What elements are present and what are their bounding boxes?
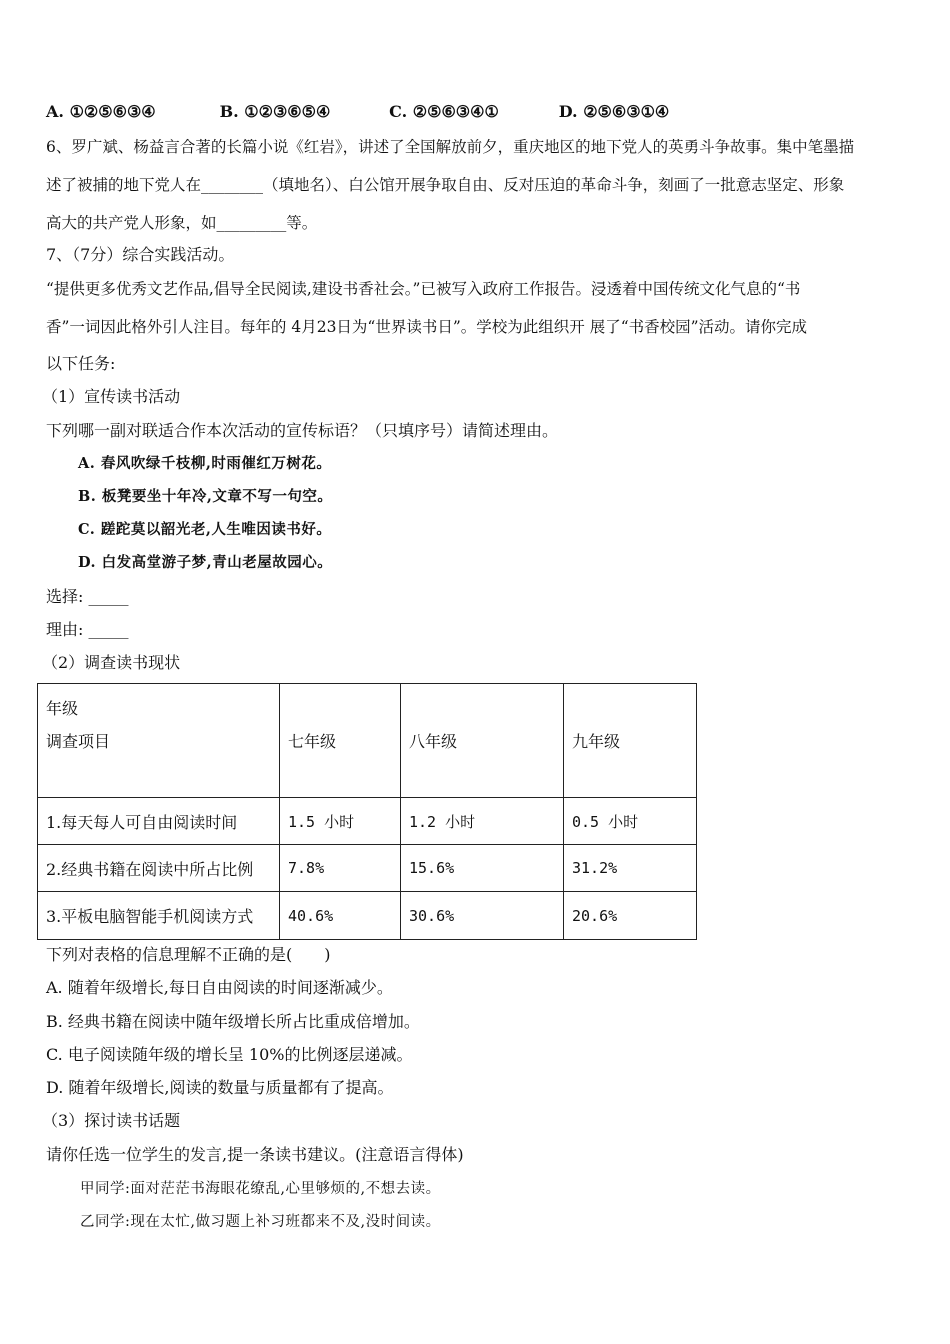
q7-intro-2: 香”一词因此格外引人注目。每年的 4月23日为“世界读书日”。学校为此组织开 展了“书香校园”活动。请你完成: [46, 318, 808, 336]
row-item: 3.平板电脑智能手机阅读方式: [38, 892, 280, 940]
part2-heading: （2）调查读书现状: [42, 653, 181, 672]
table-row: [38, 845, 697, 892]
part2-option-a: A. 随着年级增长,每日自由阅读的时间逐渐减少。: [46, 978, 393, 997]
table-cell: 40.6%: [280, 892, 401, 940]
table-row: [38, 892, 697, 940]
row-item: 2.经典书籍在阅读中所占比例: [38, 845, 280, 892]
part2-question: 下列对表格的信息理解不正确的是( ): [46, 945, 331, 964]
q5-option-b: B. ①②③⑥⑤④: [219, 102, 331, 121]
part1-question: 下列哪一副对联适合作本次活动的宣传标语？（只填序号）请简述理由。: [46, 421, 559, 440]
row-item: 1.每天每人可自由阅读时间: [38, 798, 280, 845]
part2-option-d: D. 随着年级增长,阅读的数量与质量都有了提高。: [46, 1078, 394, 1097]
q5-option-a: A. ①②⑤⑥③④: [46, 102, 156, 121]
table-cell: 15.6%: [401, 845, 564, 892]
column-header: 九年级: [564, 684, 697, 798]
column-header: 七年级: [280, 684, 401, 798]
part3-heading: （3）探讨读书话题: [42, 1111, 181, 1130]
q6-line-1: 6、罗广斌、杨益言合著的长篇小说《红岩》，讲述了全国解放前夕，重庆地区的地下党人的英勇斗争故事。集中笔墨描: [46, 138, 855, 156]
q5-option-c: C. ②⑤⑥③④①: [389, 102, 499, 121]
couplet-option-b: B. 板凳要坐十年冷,文章不写一句空。: [78, 488, 333, 505]
q5-options: [46, 101, 669, 123]
table-cell: 1.2 小时: [401, 798, 564, 845]
table-row: [38, 798, 697, 845]
table-cell: 0.5 小时: [564, 798, 697, 845]
reason-line: 理由: _____: [46, 620, 129, 639]
q7-title: 7、（7分）综合实践活动。: [46, 245, 235, 264]
table-header-row: [38, 684, 697, 798]
couplet-option-c: C. 蹉跎莫以韶光老,人生唯因读书好。: [78, 521, 332, 538]
survey-table: [37, 683, 697, 940]
couplet-option-d: D. 白发高堂游子梦,青山老屋故园心。: [78, 554, 333, 571]
table-cell: 1.5 小时: [280, 798, 401, 845]
corner-item-label: 调查项目: [46, 732, 111, 751]
table-cell: 31.2%: [564, 845, 697, 892]
student-statement: 甲同学:面对茫茫书海眼花缭乱,心里够烦的,不想去读。: [80, 1181, 441, 1197]
student-statement: 乙同学:现在太忙,做习题上补习班都来不及,没时间读。: [80, 1214, 441, 1230]
q7-intro-3: 以下任务:: [46, 354, 116, 373]
column-header: 八年级: [401, 684, 564, 798]
q6-line-2: 述了被捕的地下党人在________（填地名）、白公馆开展争取自由、反对压迫的革命斗争，刻画了一批意志坚定、形象: [46, 176, 845, 194]
table-cell: 7.8%: [280, 845, 401, 892]
couplet-option-a: A. 春风吹绿千枝柳,时雨催红万树花。: [78, 455, 332, 472]
q6-line-3: 高大的共产党人形象，如_________等。: [46, 214, 318, 232]
q7-intro-1: “提供更多优秀文艺作品,倡导全民阅读,建设书香社会。”已被写入政府工作报告。浸透着中国传统文化气息的“书: [46, 280, 801, 298]
choice-line: 选择: _____: [46, 587, 129, 606]
table-cell: 20.6%: [564, 892, 697, 940]
part1-heading: （1）宣传读书活动: [42, 387, 181, 406]
table-corner-cell: [38, 684, 280, 798]
q5-option-d: D. ②⑤⑥③①④: [558, 102, 670, 121]
part3-question: 请你任选一位学生的发言,提一条读书建议。(注意语言得体): [46, 1145, 464, 1164]
part2-option-c: C. 电子阅读随年级的增长呈 10%的比例逐层递减。: [46, 1045, 413, 1064]
corner-grade-label: 年级: [46, 699, 79, 718]
table-cell: 30.6%: [401, 892, 564, 940]
part2-option-b: B. 经典书籍在阅读中随年级增长所占比重成倍增加。: [46, 1012, 420, 1031]
